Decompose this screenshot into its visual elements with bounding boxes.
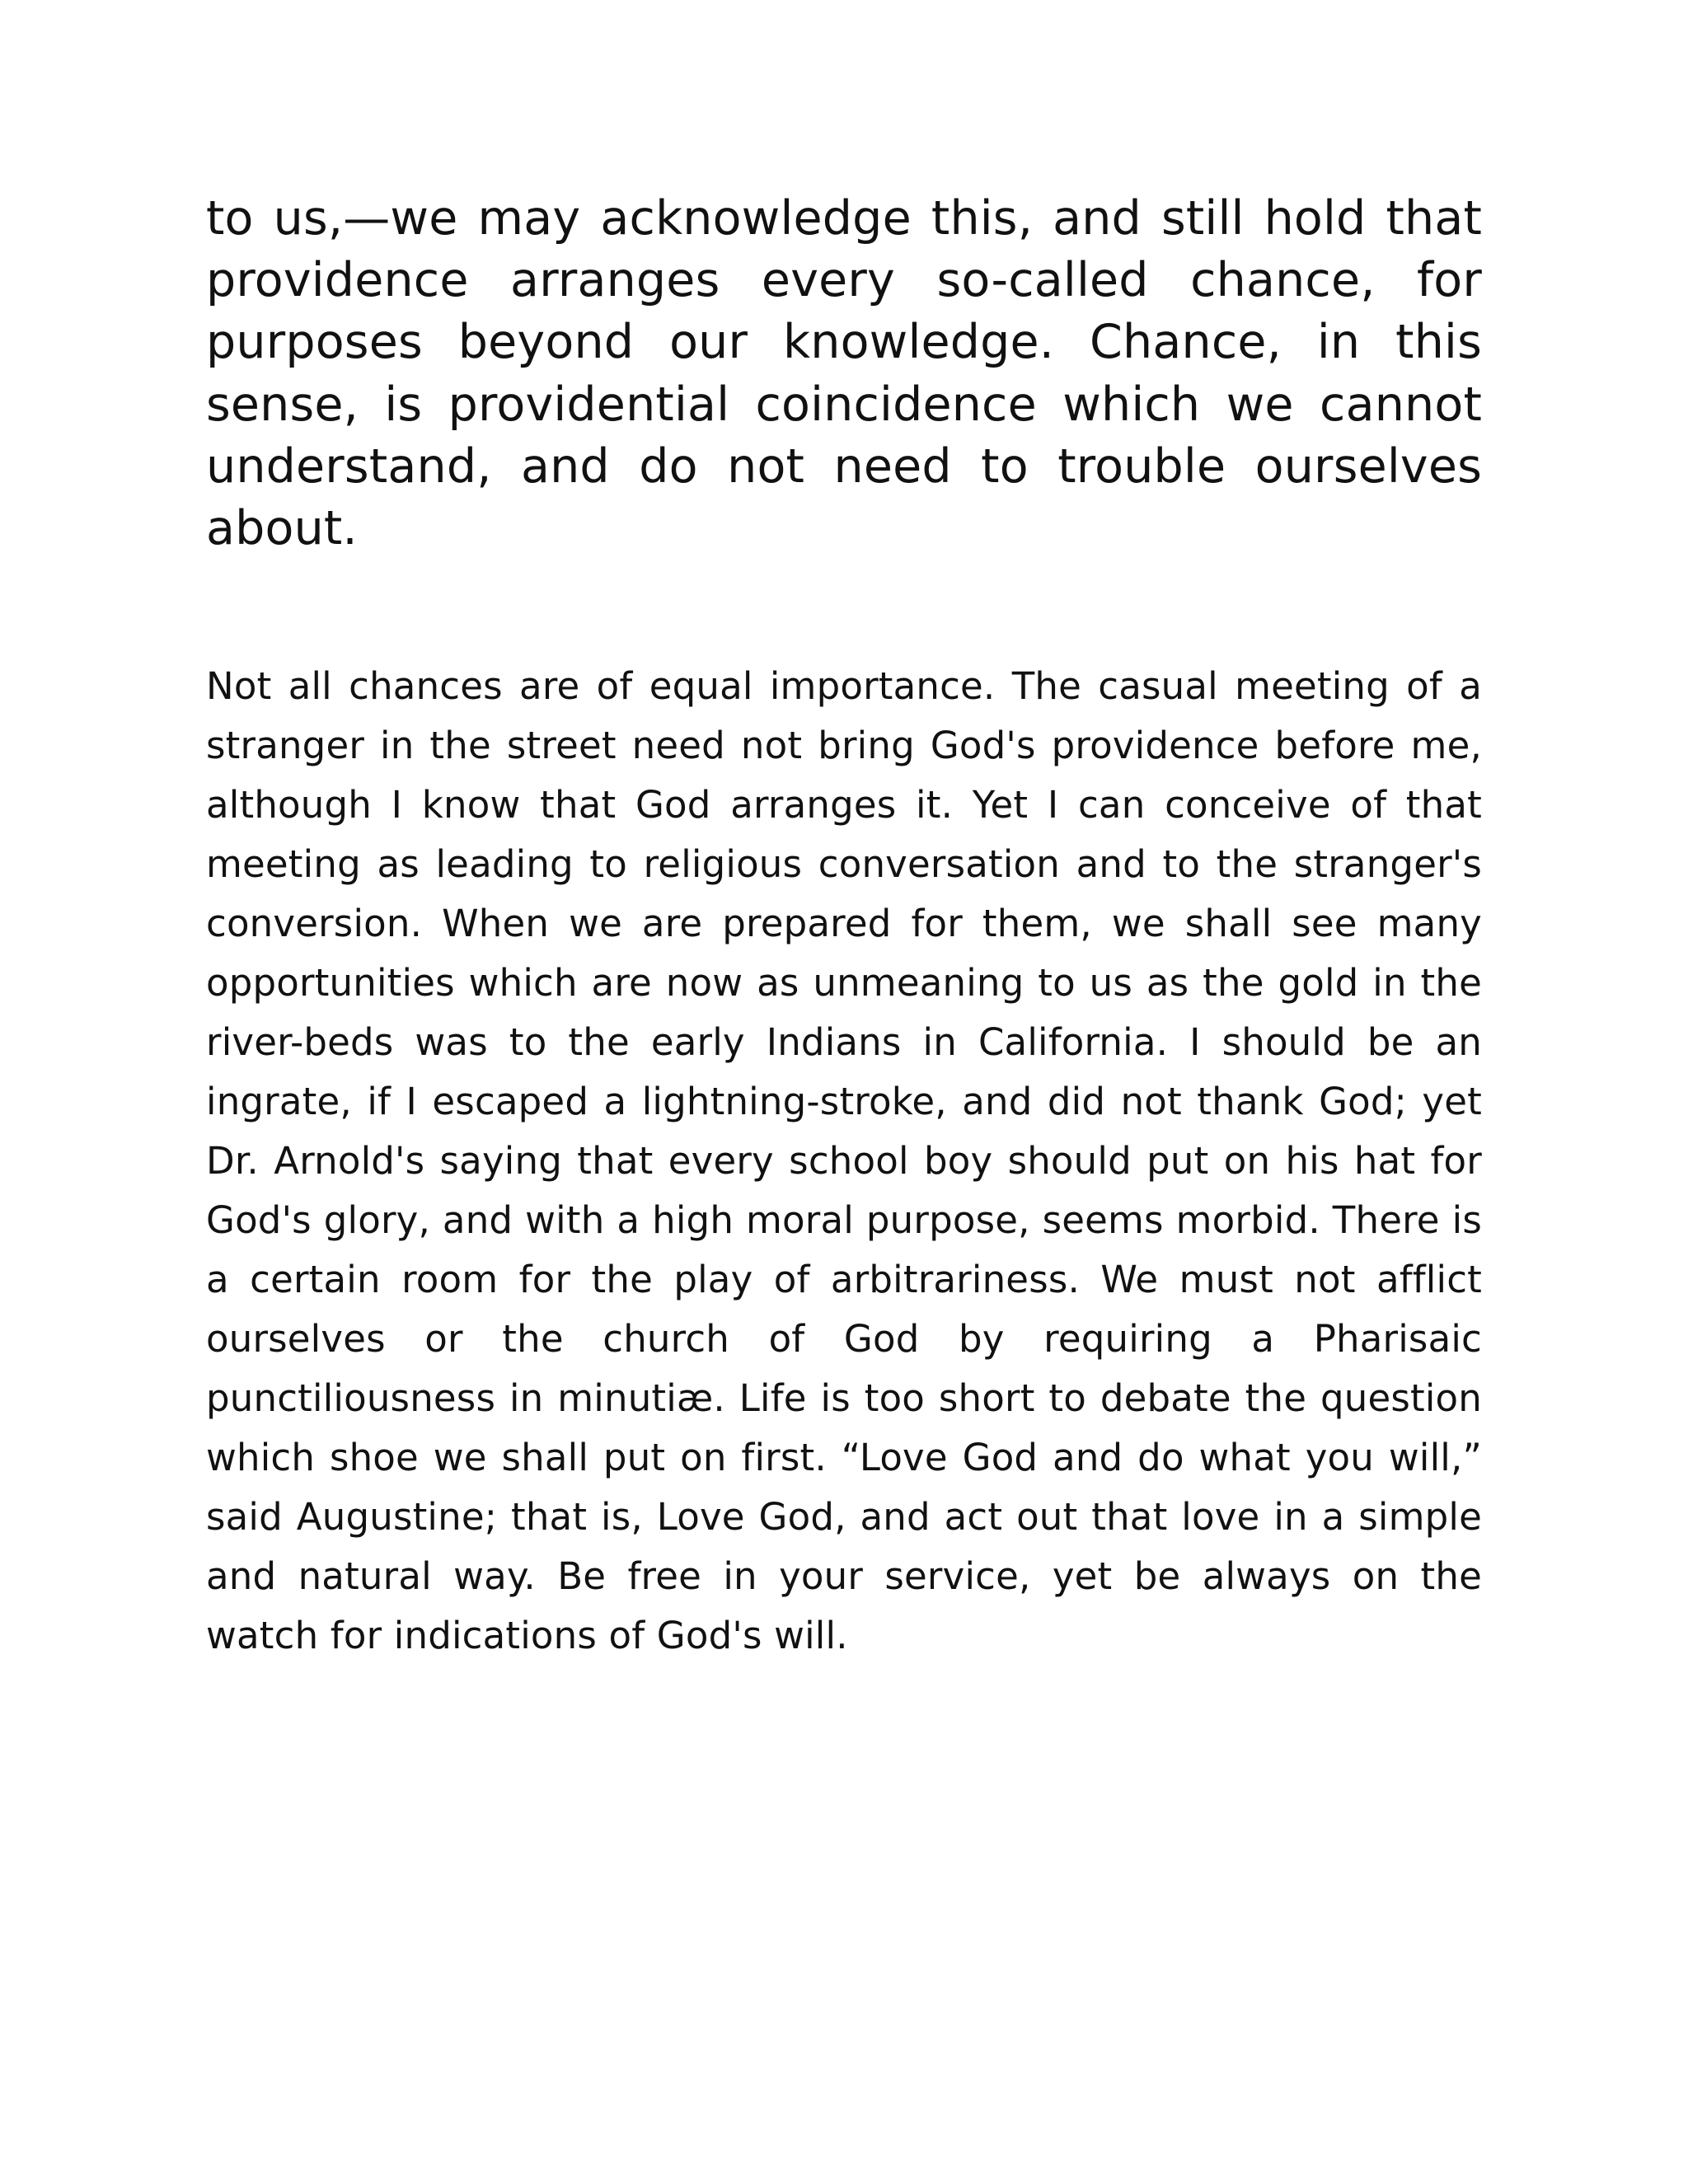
- paragraph-body: Not all chances are of equal importance. The casual meeting of a stranger in the street need not bring God's providence before me, although I know that God arranges it. Yet I can conceive of that meeting as leading to religious conversation and to the stranger's conversion. When we are prepared for them, we shall see many opportunities which are now as unmeaning to us as the gold in the river-beds was to the early Indians in California. I should be an ingrate, if I escaped a lightning-stroke, and did not thank God; yet Dr. Arnold's saying that every school boy should put on his hat for God's glory, and with a high moral purpose, seems morbid. There is a certain room for the play of arbitrariness. We must not afflict ourselves or the church of God by requiring a Pharisaic punctiliousness in minutiæ. Life is too short to debate the question which shoe we shall put on first. “Love God and do what you will,” said Augustine; that is, Love God, and act out that love in a simple and natural way. Be free in your service, yet be always on the watch for indications of God's will.: [206, 664, 1482, 1658]
- paragraph-lead: to us,—we may acknowledge this, and still hold that providence arranges every so-called chance, for purposes beyond our knowledge. Chance, in this sense, is providential coincidence which we cannot understand, and do not need to trouble ourselves about.: [206, 191, 1482, 556]
